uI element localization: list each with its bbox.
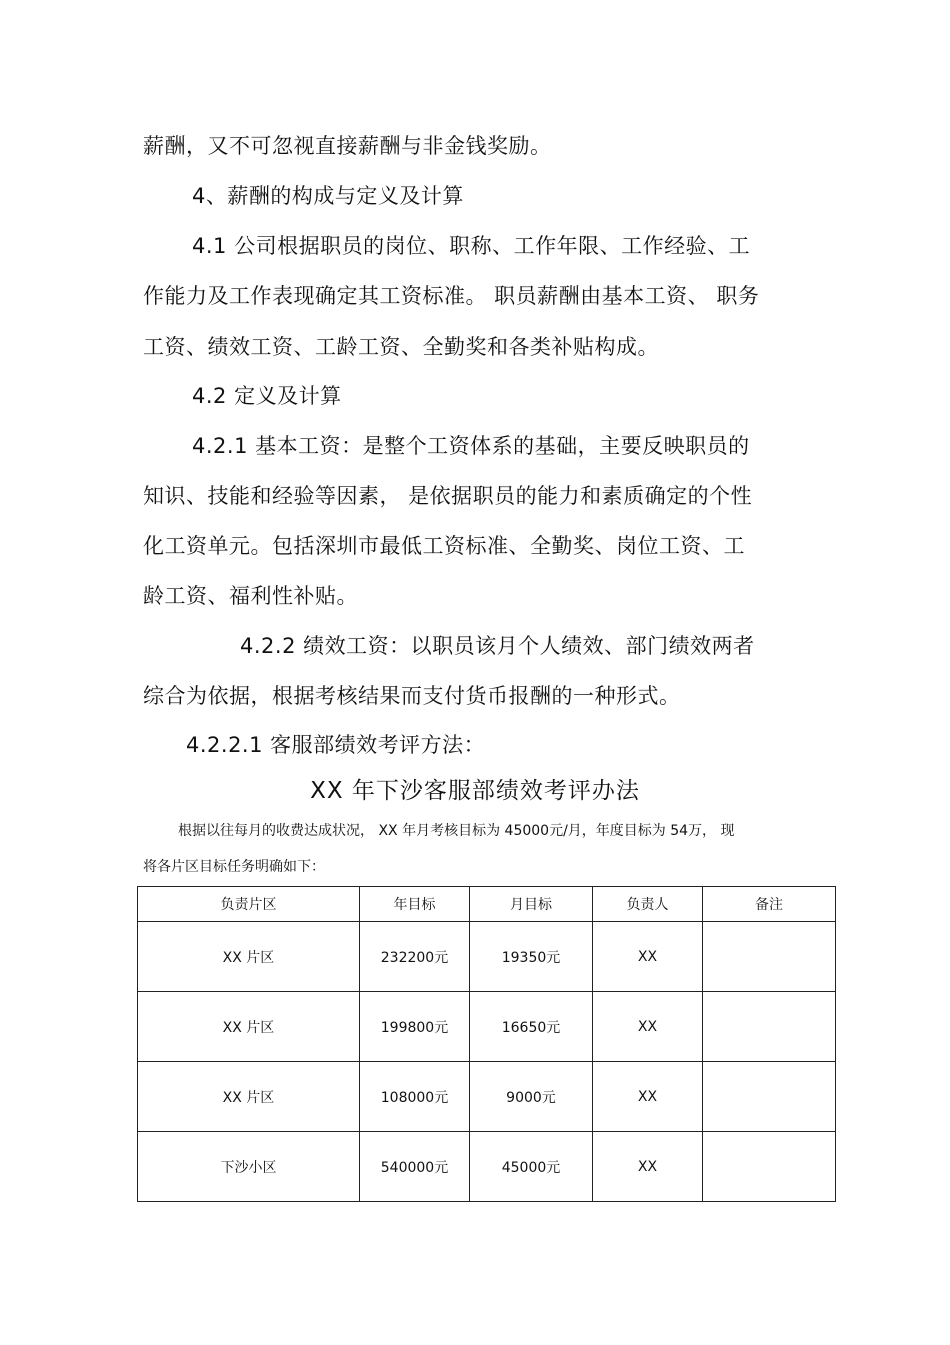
paragraph-line: 4.1 公司根据职员的岗位、职称、工作年限、工作经验、工 xyxy=(192,234,751,258)
table-row xyxy=(138,1062,836,1132)
cell-annual-target: 232200元 xyxy=(360,922,470,992)
cell-annual-target: 199800元 xyxy=(360,992,470,1062)
cell-monthly-target: 45000元 xyxy=(470,1132,593,1202)
paragraph-line: 综合为依据，根据考核结果而支付货币报酬的一种形式。 xyxy=(143,684,681,708)
cell-remarks xyxy=(703,1062,836,1132)
cell-monthly-target: 19350元 xyxy=(470,922,593,992)
section-heading: 4、薪酬的构成与定义及计算 xyxy=(192,184,464,208)
cell-owner: XX xyxy=(593,922,703,992)
paragraph-line: 知识、技能和经验等因素， 是依据职员的能力和素质确定的个性 xyxy=(143,484,753,508)
target-table xyxy=(137,886,836,1202)
cell-remarks xyxy=(703,922,836,992)
paragraph-line: 龄工资、福利性补贴。 xyxy=(143,584,358,608)
header-annual-target: 年目标 xyxy=(360,887,470,922)
cell-monthly-target: 9000元 xyxy=(470,1062,593,1132)
paragraph-line: 薪酬，又不可忽视直接薪酬与非金钱奖励。 xyxy=(143,134,552,158)
cell-remarks xyxy=(703,1132,836,1202)
header-monthly-target: 月目标 xyxy=(470,887,593,922)
table-row xyxy=(138,992,836,1062)
table-row xyxy=(138,922,836,992)
cell-monthly-target: 16650元 xyxy=(470,992,593,1062)
header-remarks: 备注 xyxy=(703,887,836,922)
table-header-row xyxy=(138,887,836,922)
paragraph-line: 化工资单元。包括深圳市最低工资标准、全勤奖、岗位工资、工 xyxy=(143,534,745,558)
paragraph-line: 作能力及工作表现确定其工资标准。 职员薪酬由基本工资、 职务 xyxy=(143,284,760,308)
section-heading: 4.2.2.1 客服部绩效考评方法： xyxy=(186,733,486,757)
table-title: XX 年下沙客服部绩效考评办法 xyxy=(310,778,640,804)
paragraph-line: 4.2.2 绩效工资：以职员该月个人绩效、部门绩效两者 xyxy=(240,634,755,658)
table-row xyxy=(138,1132,836,1202)
cell-annual-target: 540000元 xyxy=(360,1132,470,1202)
cell-region: XX 片区 xyxy=(138,922,360,992)
cell-owner: XX xyxy=(593,992,703,1062)
cell-region: 下沙小区 xyxy=(138,1132,360,1202)
intro-line: 将各片区目标任务明确如下： xyxy=(143,859,325,875)
cell-owner: XX xyxy=(593,1132,703,1202)
paragraph-line: 4.2.1 基本工资：是整个工资体系的基础，主要反映职员的 xyxy=(192,434,750,458)
header-owner: 负责人 xyxy=(593,887,703,922)
intro-line: 根据以往每月的收费达成状况， XX 年月考核目标为 45000元/月，年度目标为 54万， 现 xyxy=(178,823,735,839)
header-region: 负责片区 xyxy=(138,887,360,922)
section-heading: 4.2 定义及计算 xyxy=(192,384,342,408)
cell-remarks xyxy=(703,992,836,1062)
cell-owner: XX xyxy=(593,1062,703,1132)
cell-region: XX 片区 xyxy=(138,992,360,1062)
cell-region: XX 片区 xyxy=(138,1062,360,1132)
paragraph-line: 工资、绩效工资、工龄工资、全勤奖和各类补贴构成。 xyxy=(143,335,659,359)
cell-annual-target: 108000元 xyxy=(360,1062,470,1132)
